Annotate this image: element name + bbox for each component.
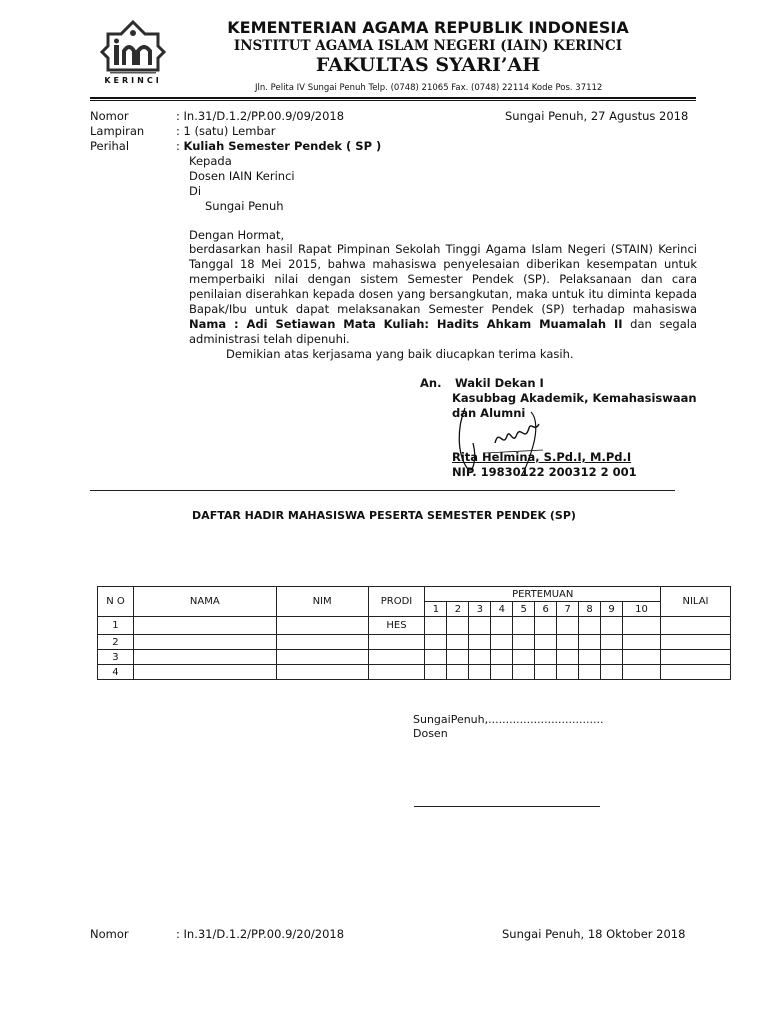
row-no: 2 [98, 635, 134, 650]
sign-title-2: Kasubbag Akademik, Kemahasiswaan [452, 391, 697, 405]
meeting-8: 8 [579, 602, 601, 617]
meeting-2: 2 [447, 602, 469, 617]
body-student-course: Nama : Adi Setiawan Mata Kuliah: Hadits Ahkam Muamalah II [189, 317, 623, 331]
table-row [98, 650, 731, 665]
attendance-place-date: SungaiPenuh,................................. [413, 713, 604, 726]
row-prodi: HES [368, 617, 425, 635]
attendance-title: DAFTAR HADIR MAHASISWA PESERTA SEMESTER PENDEK (SP) [192, 509, 576, 522]
meeting-6: 6 [535, 602, 557, 617]
di: Di [189, 184, 202, 198]
row-prodi [368, 650, 425, 665]
sign-title-1: Wakil Dekan I [455, 376, 544, 390]
kepada: Kepada [189, 154, 232, 168]
attendance-dosen: Dosen [413, 727, 448, 740]
row-nim [276, 635, 368, 650]
nomor-label: Nomor [90, 109, 129, 123]
header-nim: NIM [276, 587, 368, 617]
row-no: 3 [98, 650, 134, 665]
table-row [98, 665, 731, 680]
body-text-2: dan segala administrasi telah dipenuhi. [189, 317, 697, 346]
iain-kerinci-logo [98, 18, 168, 86]
closing: Demikian atas kerjasama yang baik diucapkan terima kasih. [226, 347, 574, 361]
letter-date: Sungai Penuh, 27 Agustus 2018 [505, 109, 689, 123]
footer-nomor-value: : In.31/D.1.2/PP.00.9/20/2018 [176, 927, 345, 941]
attendance-table [97, 586, 731, 680]
letterhead-divider [90, 97, 696, 99]
row-no: 1 [98, 617, 134, 635]
sign-title-3: dan Alumni [452, 406, 526, 420]
perihal-colon: : [176, 139, 184, 153]
letterhead-divider-thin [90, 100, 696, 101]
row-nim [276, 617, 368, 635]
institute-address: Jln. Pelita IV Sungai Penuh Telp. (0748) 21065 Fax. (0748) 22114 Kode Pos. 37112 [255, 83, 603, 93]
footer-letter-date: Sungai Penuh, 18 Oktober 2018 [502, 927, 686, 941]
recipient: Dosen IAIN Kerinci [189, 169, 295, 183]
meeting-5: 5 [513, 602, 535, 617]
meeting-10: 10 [623, 602, 661, 617]
table-row [98, 617, 731, 635]
header-prodi: PRODI [368, 587, 425, 617]
signer-name: Rita Helmina, S.Pd.I, M.Pd.I [452, 450, 632, 464]
lampiran-label: Lampiran [90, 124, 145, 138]
lampiran-value: : 1 (satu) Lembar [176, 124, 276, 138]
signer-nip: NIP. 19830122 200312 2 001 [452, 465, 637, 479]
nomor-value: : In.31/D.1.2/PP.00.9/09/2018 [176, 109, 345, 123]
row-nama [133, 665, 276, 680]
recipient-place: Sungai Penuh [205, 199, 284, 213]
dosen-signature-line [414, 806, 600, 807]
ministry-name: KEMENTERIAN AGAMA REPUBLIK INDONESIA [227, 18, 629, 37]
table-row [98, 635, 731, 650]
meeting-7: 7 [557, 602, 579, 617]
perihal-value: Kuliah Semester Pendek ( SP ) [183, 139, 382, 153]
logo-caption: KERINCI [104, 76, 162, 85]
row-nim [276, 665, 368, 680]
footer-nomor-label: Nomor [90, 927, 129, 941]
faculty-name: FAKULTAS SYARI’AH [315, 54, 541, 76]
section-separator [90, 490, 675, 491]
row-nim [276, 650, 368, 665]
meeting-9: 9 [601, 602, 623, 617]
perihal-line [176, 139, 381, 153]
header-nama: NAMA [133, 587, 276, 617]
meeting-4: 4 [491, 602, 513, 617]
greeting: Dengan Hormat, [189, 228, 285, 242]
table-header-row [98, 587, 731, 602]
row-nama [133, 635, 276, 650]
institute-name: INSTITUT AGAMA ISLAM NEGERI (IAIN) KERINCI [233, 38, 623, 54]
row-nama [133, 650, 276, 665]
letter-body [189, 242, 697, 347]
header-pertemuan: PERTEMUAN [425, 587, 661, 602]
row-no: 4 [98, 665, 134, 680]
row-prodi [368, 665, 425, 680]
row-prodi [368, 635, 425, 650]
body-text-1: berdasarkan hasil Rapat Pimpinan Sekolah Tinggi Agama Islam Negeri (STAIN) Kerinci Tanggal 18 Mei 2015, bahwa mahasiswa penyelesaian diberikan kesempatan untuk memperbaiki nilai dengan sistem Semester Pendek (SP). Pelaksanaan dan cara penilaian diserahkan kepada dosen yang bersangkutan, maka untuk itu diminta kepada Bapak/Ibu untuk dapat melaksanakan Semester Pendek (SP) terhadap mahasiswa [189, 242, 697, 316]
meeting-3: 3 [469, 602, 491, 617]
row-nama [133, 617, 276, 635]
meeting-1: 1 [425, 602, 447, 617]
perihal-label: Perihal [90, 139, 130, 153]
sign-an: An. [420, 376, 442, 390]
header-nilai: NILAI [660, 587, 730, 617]
header-no: N O [98, 587, 134, 617]
